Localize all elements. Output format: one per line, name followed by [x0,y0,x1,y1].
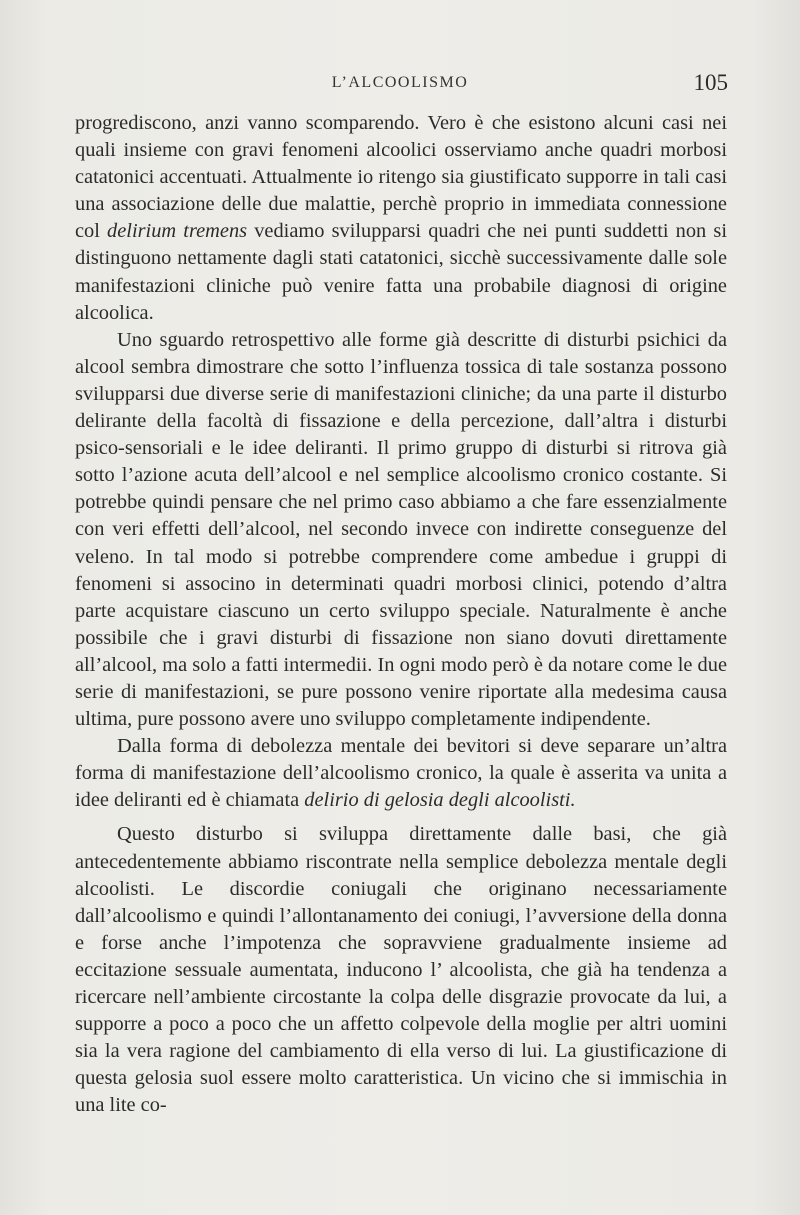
paragraph [75,733,727,814]
paragraph [75,327,727,733]
italic-term-delirio-di-gelosia: delirio di gelosia degli alcoolisti. [304,789,576,812]
text-run: progrediscono, anzi vanno scomparendo. Vero è che esistono alcuni casi nei quali insieme con gravi fenomeni alcoolici osserviamo anche quadri morbosi catatonici accentuati. Attualmente io ritengo sia giustificato supporre in tali casi una associazione delle due malattie, perchè proprio in immediata connessione col [75,112,727,243]
italic-term-delirium-tremens: delirium tremens [107,220,248,243]
text-run: Questo disturbo si sviluppa direttamente dalle basi, che già antecedentemente abbiamo riscontrate nella semplice debolezza mentale degli alcoolisti. Le discordie coniugali che originano necessariamente dall’alcoolismo e quindi l’allontanamento dei coniugi, l’avversione della donna e forse anche l’impotenza che sopravviene gradualmente insieme ad eccitazione sessuale aumentata, inducono l’ alcoolista, che già ha tendenza a ricercare nell’ambiente circostante la colpa delle disgrazie provocate da lui, a supporre a poco a poco che un affetto colpevole della moglie per altri uomini sia la vera ragione del cambiamento di ella verso di lui. La giustificazione di questa gelosia suol essere molto caratteristica. Un vicino che si immischia in una lite co- [75,823,727,1117]
running-title: L’ALCOOLISMO [331,74,469,91]
text-run: Uno sguardo retrospettivo alle forme già descritte di disturbi psichici da alcool sembra dimostrare che sotto l’influenza tossica di tale sostanza possono svilupparsi due diverse serie di manifestazioni cliniche; da una parte il disturbo delirante della facoltà di fissazione e della percezione, dall’altra i disturbi psico-sensoriali e le idee deliranti. Il primo gruppo di disturbi si ritrova già sotto l’azione acuta dell’alcool e nel semplice alcoolismo cronico costante. Si potrebbe quindi pensare che nel primo caso abbiamo a che fare essenzialmente con veri effetti dell’alcool, nel secondo invece con indirette conseguenze del veleno. In tal modo si potrebbe comprendere come ambedue i gruppi di fenomeni si associno in determinati quadri morbosi clinici, potendo d’altra parte acquistare ciascuno un certo sviluppo speciale. Naturalmente è anche possibile che i gravi disturbi di fissazione non siano dovuti direttamente all’alcool, ma solo a fatti intermedii. In ogni modo però è da notare come le due serie di manifestazioni, se pure possono venire riportate alla medesima causa ultima, pure possono avere uno sviluppo completamente indipendente. [75,328,727,731]
body-text [75,110,727,1119]
page-number: 105 [693,70,728,95]
paragraph [75,110,727,327]
paragraph [75,821,727,1119]
text-run: Dalla forma di debolezza mentale dei bevitori si deve separare un’altra forma di manifestazione dell’alcoolismo cronico, la quale è asserita va unita a idee deliranti ed è chiamata [75,735,727,812]
running-head [0,70,800,100]
text-run: vediamo svilupparsi quadri che nei punti suddetti non si distinguono nettamente dagli stati catatonici, sicchè successivamente dalle sole manifestazioni cliniche può venire fatta una probabile diagnosi di origine alcoolica. [75,220,727,324]
